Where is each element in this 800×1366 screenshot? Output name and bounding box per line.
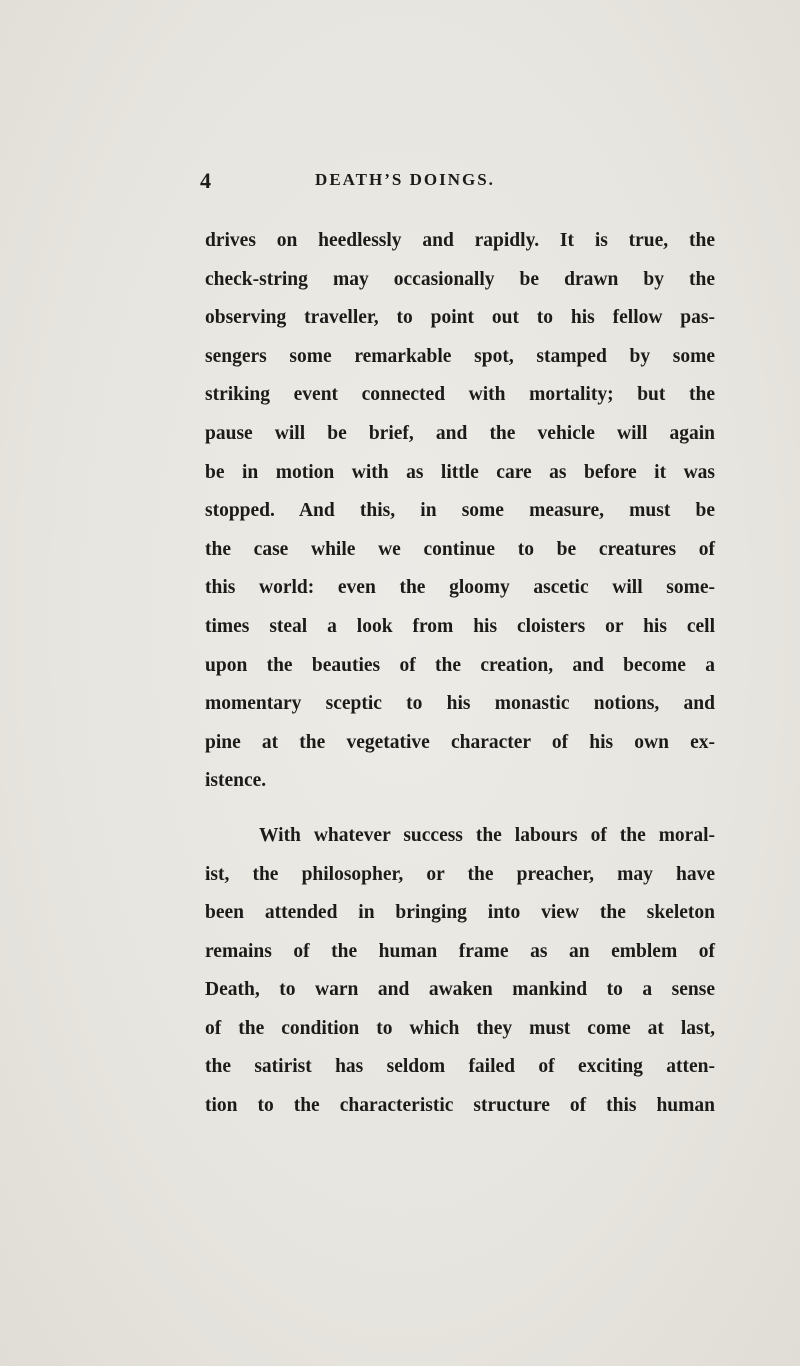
text-line: ist, the philosopher, or the preacher, may have [205, 863, 715, 885]
text-line: pause will be brief, and the vehicle will again [205, 422, 715, 444]
text-line: momentary sceptic to his monastic notions, and [205, 693, 715, 715]
paragraph-1 [205, 222, 715, 801]
text-line: been attended in bringing into view the skeleton [205, 902, 715, 924]
text-line: tion to the characteristic structure of this human [205, 1095, 715, 1117]
text-line: drives on heedlessly and rapidly. It is true, the [205, 230, 715, 251]
text-line: the case while we continue to be creatures of [205, 538, 715, 560]
text-line: stopped. And this, in some measure, must be [205, 500, 715, 522]
running-head [0, 168, 800, 208]
text-line: pine at the vegetative character of his own ex- [205, 731, 715, 753]
text-line: Death, to warn and awaken mankind to a sense [205, 979, 715, 1001]
text-line: times steal a look from his cloisters or his cell [205, 615, 715, 637]
paragraph-2 [205, 817, 715, 1126]
text-line: observing traveller, to point out to his fellow pas- [205, 307, 715, 329]
text-line: this world: even the gloomy ascetic will some- [205, 577, 715, 599]
text-line: be in motion with as little care as before it was [205, 461, 715, 483]
text-line: the satirist has seldom failed of exciting atten- [205, 1056, 715, 1078]
text-line: remains of the human frame as an emblem of [205, 940, 715, 962]
text-line: With whatever success the labours of the moral- [259, 824, 715, 846]
text-line: check-string may occasionally be drawn by the [205, 268, 715, 290]
text-line: striking event connected with mortality; but the [205, 384, 715, 406]
page-number: 4 [200, 168, 211, 193]
text-line: upon the beauties of the creation, and become a [205, 654, 715, 676]
text-line: sengers some remarkable spot, stamped by some [205, 345, 715, 367]
text-line: of the condition to which they must come at last, [205, 1017, 715, 1039]
running-head-title: DEATH’S DOINGS. [315, 170, 495, 189]
text-line: istence. [205, 770, 267, 792]
body-text [205, 222, 715, 1126]
